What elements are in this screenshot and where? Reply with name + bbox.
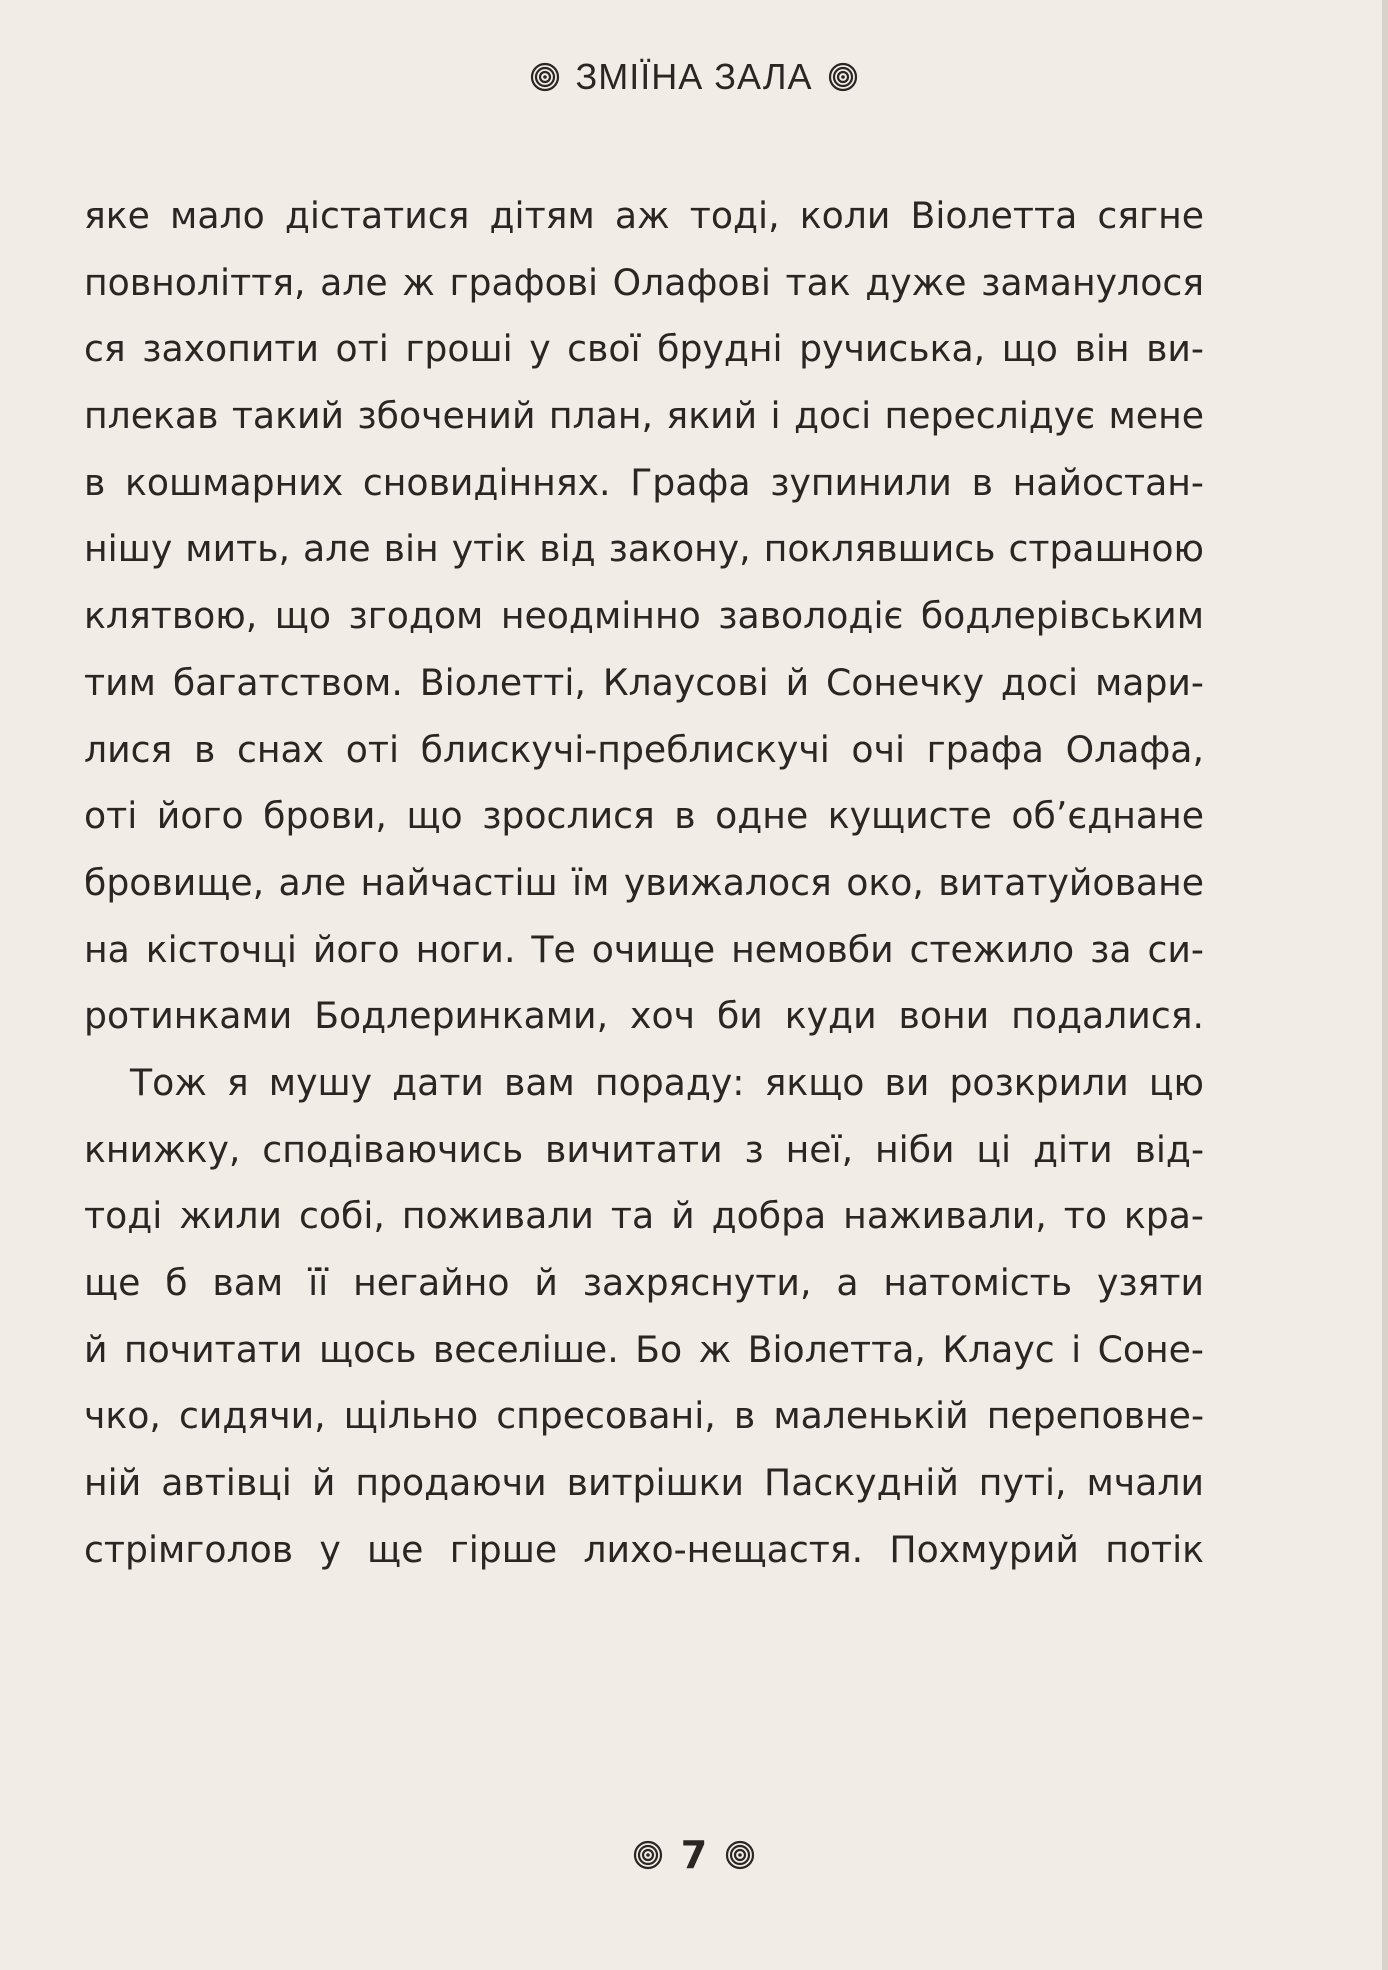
text-line: лися в снах оті блискучі-преблискучі очі графа Олафа, bbox=[84, 727, 1204, 771]
spiral-icon bbox=[725, 1840, 755, 1870]
spiral-icon bbox=[828, 62, 858, 92]
text-line: ся захопити оті гроші у свої брудні ручиська, що він ви- bbox=[84, 327, 1204, 371]
text-line: повноліття, але ж графові Олафові так дуже заманулося bbox=[84, 260, 1204, 304]
folio bbox=[0, 1830, 1388, 1880]
text-line: нішу мить, але він утік від закону, поклявшись страшною bbox=[84, 527, 1204, 571]
text-line: тоді жили собі, поживали та й добра наживали, то кра- bbox=[84, 1194, 1204, 1238]
text-line: стрімголов у ще гірше лихо-нещастя. Похмурий потік bbox=[84, 1527, 1204, 1571]
running-header bbox=[0, 52, 1388, 102]
page-edge bbox=[1382, 0, 1388, 1970]
page-number: 7 bbox=[680, 1833, 708, 1877]
spiral-icon bbox=[633, 1840, 663, 1870]
body-text bbox=[84, 183, 1204, 1583]
text-line: ще б вам її негайно й захряснути, а натомість узяти bbox=[84, 1261, 1204, 1304]
spiral-icon bbox=[530, 62, 560, 92]
text-line: яке мало дістатися дітям аж тоді, коли Віолетта сягне bbox=[84, 194, 1204, 237]
text-line: тим багатством. Віолетті, Клаусові й Сонечку досі мари- bbox=[84, 660, 1204, 704]
paragraph-1 bbox=[84, 183, 1204, 1050]
text-line: плекав такий збочений план, який і досі переслідує мене bbox=[84, 394, 1204, 438]
running-title: ЗМІЇНА ЗАЛА bbox=[575, 56, 813, 97]
text-line: чко, сидячи, щільно спресовані, в маленькій переповне- bbox=[84, 1394, 1204, 1438]
text-line: й почитати щось веселіше. Бо ж Віолетта, Клаус і Соне- bbox=[84, 1327, 1204, 1371]
text-line: на кісточці його ноги. Те очище немовби стежило за си- bbox=[84, 927, 1204, 971]
text-line: Тож я мушу дати вам пораду: якщо ви розкрили цю bbox=[130, 1060, 1204, 1104]
text-line: бровище, але найчастіш їм увижалося око, витатуйоване bbox=[84, 860, 1204, 904]
paragraph-2 bbox=[84, 1050, 1204, 1584]
text-line: в кошмарних сновидіннях. Графа зупинили в найостан- bbox=[84, 460, 1204, 504]
text-line: клятвою, що згодом неодмінно заволодіє бодлерівським bbox=[84, 594, 1204, 638]
text-line: книжку, сподіваючись вичитати з неї, ніби ці діти від- bbox=[84, 1127, 1204, 1171]
text-line: ній автівці й продаючи витрішки Паскудній путі, мчали bbox=[84, 1461, 1204, 1505]
text-line: ротинками Бодлеринками, хоч би куди вони подалися. bbox=[84, 994, 1204, 1038]
text-line: оті його брови, що зрослися в одне кущисте об’єднане bbox=[84, 794, 1204, 838]
